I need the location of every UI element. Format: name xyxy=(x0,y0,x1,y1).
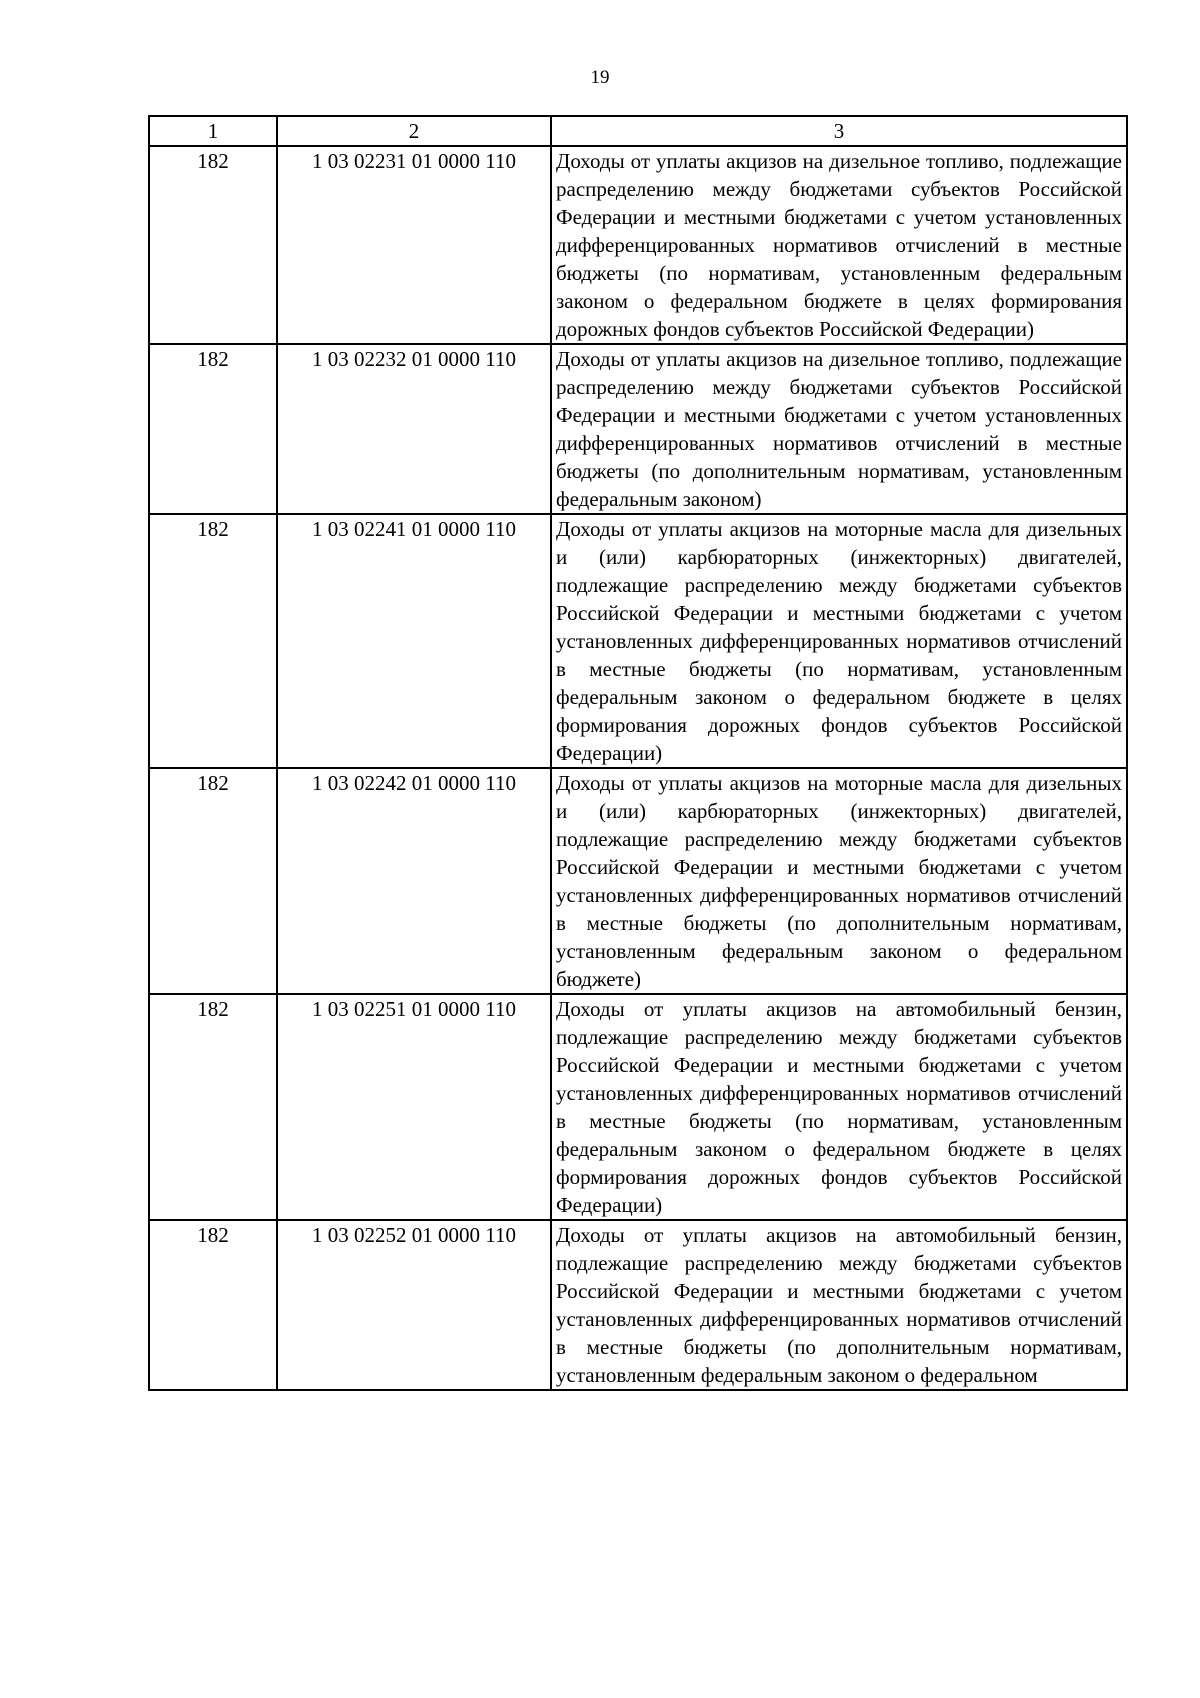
admin-code-cell: 182 xyxy=(149,344,277,514)
revenue-codes-table xyxy=(148,115,1128,1391)
admin-code-cell: 182 xyxy=(149,768,277,994)
admin-code-cell: 182 xyxy=(149,514,277,768)
description-cell: Доходы от уплаты акцизов на автомобильный бензин, подлежащие распределению между бюджетами субъектов Российской Федерации и местными бюджетами с учетом установленных дифференцированных нормативов отчислений в местные бюджеты (по дополнительным нормативам, установленным федеральным законом о федеральном xyxy=(551,1220,1127,1390)
page-number: 19 xyxy=(590,67,610,88)
description-cell: Доходы от уплаты акцизов на автомобильный бензин, подлежащие распределению между бюджетами субъектов Российской Федерации и местными бюджетами с учетом установленных дифференцированных нормативов отчислений в местные бюджеты (по нормативам, установленным федеральным законом о федеральном бюджете в целях формирования дорожных фондов субъектов Российской Федерации) xyxy=(551,994,1127,1220)
description-cell: Доходы от уплаты акцизов на дизельное топливо, подлежащие распределению между бюджетами субъектов Российской Федерации и местными бюджетами с учетом установленных дифференцированных нормативов отчислений в местные бюджеты (по дополнительным нормативам, установленным федеральным законом) xyxy=(551,344,1127,514)
table-row xyxy=(149,1220,1127,1390)
revenue-code-cell: 1 03 02232 01 0000 110 xyxy=(277,344,551,514)
table-row xyxy=(149,146,1127,344)
revenue-code-cell: 1 03 02231 01 0000 110 xyxy=(277,146,551,344)
revenue-code-cell: 1 03 02242 01 0000 110 xyxy=(277,768,551,994)
column-header-2: 2 xyxy=(277,116,551,146)
admin-code-cell: 182 xyxy=(149,146,277,344)
revenue-code-cell: 1 03 02252 01 0000 110 xyxy=(277,1220,551,1390)
column-header-1: 1 xyxy=(149,116,277,146)
table-row xyxy=(149,514,1127,768)
admin-code-cell: 182 xyxy=(149,1220,277,1390)
table-header-row xyxy=(149,116,1127,146)
description-cell: Доходы от уплаты акцизов на моторные масла для дизельных и (или) карбюраторных (инжекторных) двигателей, подлежащие распределению между бюджетами субъектов Российской Федерации и местными бюджетами с учетом установленных дифференцированных нормативов отчислений в местные бюджеты (по нормативам, установленным федеральным законом о федеральном бюджете в целях формирования дорожных фондов субъектов Российской Федерации) xyxy=(551,514,1127,768)
revenue-code-cell: 1 03 02241 01 0000 110 xyxy=(277,514,551,768)
table-row xyxy=(149,994,1127,1220)
table-row xyxy=(149,768,1127,994)
table-row xyxy=(149,344,1127,514)
column-header-3: 3 xyxy=(551,116,1127,146)
description-cell: Доходы от уплаты акцизов на дизельное топливо, подлежащие распределению между бюджетами субъектов Российской Федерации и местными бюджетами с учетом установленных дифференцированных нормативов отчислений в местные бюджеты (по нормативам, установленным федеральным законом о федеральном бюджете в целях формирования дорожных фондов субъектов Российской Федерации) xyxy=(551,146,1127,344)
revenue-code-cell: 1 03 02251 01 0000 110 xyxy=(277,994,551,1220)
admin-code-cell: 182 xyxy=(149,994,277,1220)
description-cell: Доходы от уплаты акцизов на моторные масла для дизельных и (или) карбюраторных (инжекторных) двигателей, подлежащие распределению между бюджетами субъектов Российской Федерации и местными бюджетами с учетом установленных дифференцированных нормативов отчислений в местные бюджеты (по дополнительным нормативам, установленным федеральным законом о федеральном бюджете) xyxy=(551,768,1127,994)
